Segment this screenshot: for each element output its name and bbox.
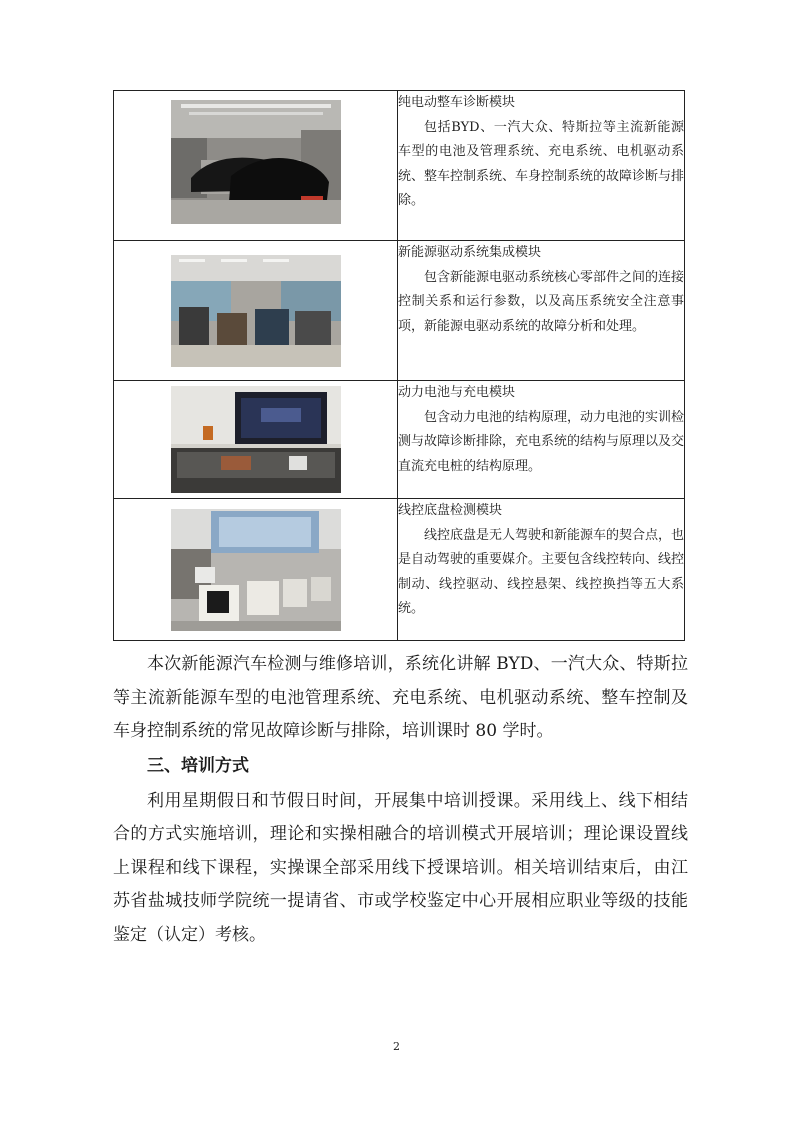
photo-cell — [114, 91, 398, 241]
module-title: 线控底盘检测模块 — [398, 503, 503, 518]
module-text-cell — [398, 499, 685, 641]
workshop-car-photo — [171, 100, 341, 224]
wire-control-chassis-lab-photo — [171, 509, 341, 631]
module-title: 纯电动整车诊断模块 — [398, 95, 516, 110]
body-content — [113, 648, 688, 952]
module-description: 包含动力电池的结构原理，动力电池的实训检测与故障诊断排除，充电系统的结构与原理以及交直流充电桩的结构原理。 — [398, 409, 685, 474]
table-row — [114, 381, 685, 499]
module-description: 包含新能源电驱动系统核心零部件之间的连接控制关系和运行参数，以及高压系统安全注意事项，新能源电驱动系统的故障分析和处理。 — [398, 269, 685, 334]
summary-paragraph: 本次新能源汽车检测与维修培训，系统化讲解 BYD、一汽大众、特斯拉等主流新能源车型的电池管理系统、充电系统、电机驱动系统、整车控制及车身控制系统的常见故障诊断与排除，培训课时 80 学时。 — [113, 654, 688, 741]
table-row — [114, 241, 685, 381]
method-paragraph: 利用星期假日和节假日时间，开展集中培训授课。采用线上、线下相结合的方式实施培训，理论和实操相融合的培训模式开展培训；理论课设置线上课程和线下课程，实操课全部采用线下授课培训。相关培训结束后，由江苏省盐城技师学院统一提请省、市或学校鉴定中心开展相应职业等级的技能鉴定（认定）考核。 — [113, 790, 688, 945]
table-row — [114, 91, 685, 241]
table-row — [114, 499, 685, 641]
module-description: 包括BYD、一汽大众、特斯拉等主流新能源车型的电池及管理系统、充电系统、电机驱动系统、整车控制系统、车身控制系统的故障诊断与排除。 — [398, 119, 685, 208]
module-title: 动力电池与充电模块 — [398, 385, 516, 400]
page-number: 2 — [393, 1040, 400, 1053]
photo-cell — [114, 241, 398, 381]
module-text-cell — [398, 91, 685, 241]
photo-cell — [114, 381, 398, 499]
module-title: 新能源驱动系统集成模块 — [398, 245, 542, 260]
section-heading: 三、培训方式 — [147, 755, 249, 776]
module-description: 线控底盘是无人驾驶和新能源车的契合点，也是自动驾驶的重要媒介。主要包含线控转向、线控制动、线控驱动、线控悬架、线控换挡等五大系统。 — [398, 527, 685, 616]
module-table — [113, 90, 685, 641]
module-text-cell — [398, 381, 685, 499]
drive-system-lab-photo — [171, 255, 341, 367]
photo-cell — [114, 499, 398, 641]
module-text-cell — [398, 241, 685, 381]
battery-charging-lab-photo — [171, 386, 341, 493]
